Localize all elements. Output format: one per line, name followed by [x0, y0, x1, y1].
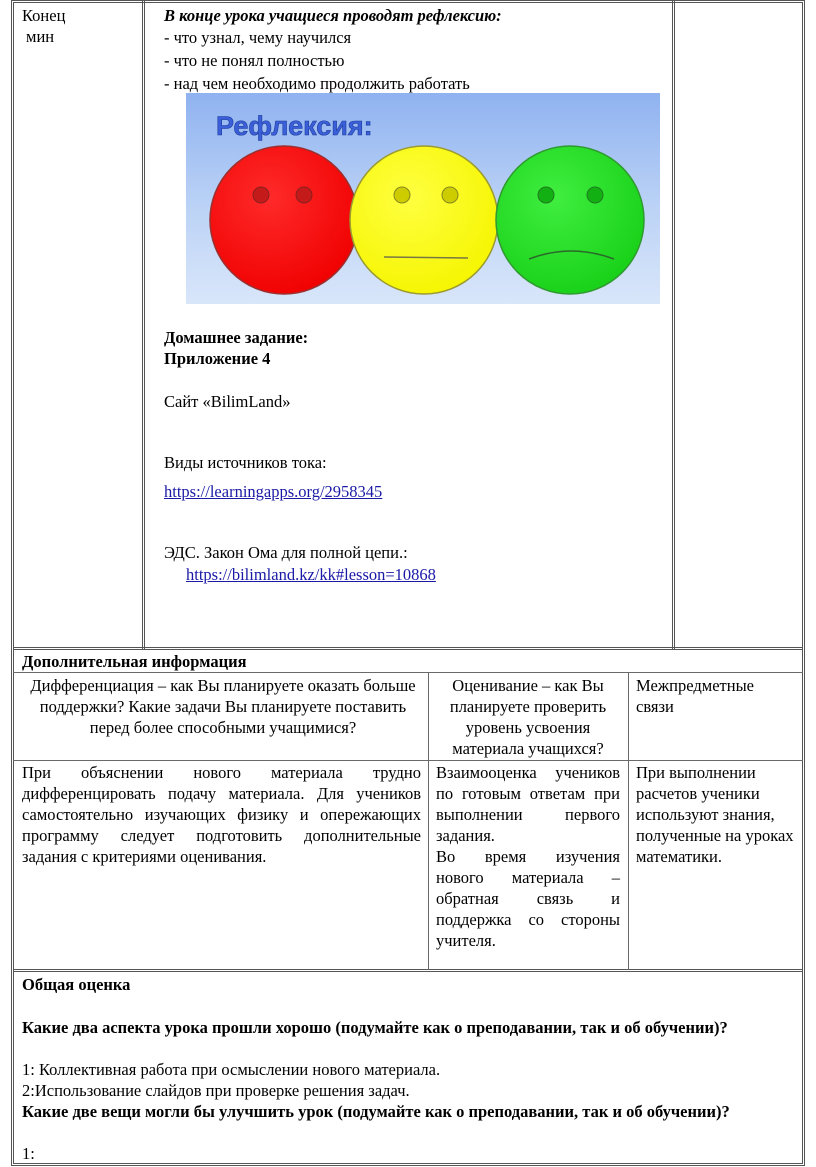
col-divider — [428, 672, 429, 970]
summary-answer: 1: Коллективная работа при осмыслении нового материала. — [22, 1060, 441, 1079]
assessment-cell — [436, 762, 620, 951]
reflection-item: - над чем необходимо продолжить работать — [164, 74, 470, 93]
summary-title: Общая оценка — [22, 975, 131, 994]
homework-title: Домашнее задание: — [164, 328, 309, 347]
slide-title: Рефлексия: — [216, 111, 373, 141]
summary-answer: 1: — [22, 1144, 35, 1163]
assessment-text: Взаимооценка учеников по готовым ответам при выполнении первого задания. — [436, 763, 620, 845]
sources-label: Виды источников тока: — [164, 453, 327, 472]
row-divider — [13, 969, 803, 972]
col-divider — [672, 0, 675, 649]
sad-face-green — [496, 146, 644, 294]
site-label: Сайт «BilimLand» — [164, 392, 291, 411]
assessment-text: Во время изучения нового материала – обратная связь и поддержка со стороны учителя. — [436, 847, 620, 950]
reflection-title: В конце урока учащиеся проводят рефлексию: — [164, 6, 502, 25]
additional-info-title: Дополнительная информация — [22, 652, 247, 671]
cross-subject-cell: При выполнении расчетов ученики используют знания, полученные на уроках математики. — [636, 763, 794, 866]
reflection-slide-svg — [186, 93, 660, 304]
learningapps-link[interactable]: https://learningapps.org/2958345 — [164, 482, 383, 501]
differentiation-cell: При объяснении нового материала трудно дифференцировать подачу материала. Для учеников самостоятельно изучающих физику и опережающих программу следует подготовить дополнительные задания с критериями оценивания. — [22, 763, 421, 866]
reflection-item: - что узнал, чему научился — [164, 28, 352, 47]
happy-face-red — [210, 146, 358, 294]
reflection-item: - что не понял полностью — [164, 51, 345, 70]
neutral-face-yellow — [350, 146, 498, 294]
assessment-header: Оценивание – как Вы планируете проверить уровень усвоения материала учащихся? — [449, 676, 607, 758]
differentiation-header: Дифференциация – как Вы планируете оказать больше поддержки? Какие задачи Вы планируете поставить перед более способными учащимися? — [30, 676, 416, 737]
reflection-slide-image — [186, 93, 660, 304]
cross-subject-header: Межпредметные связи — [636, 676, 754, 716]
row-divider — [13, 760, 803, 761]
bilimland-link[interactable]: https://bilimland.kz/kk#lesson=10868 — [186, 565, 436, 584]
row-divider — [13, 672, 803, 673]
homework-appendix: Приложение 4 — [164, 349, 271, 368]
summary-answer: 2:Использование слайдов при проверке решения задач. — [22, 1081, 410, 1100]
stage-label: Конец — [22, 6, 66, 25]
row-divider — [13, 647, 803, 650]
summary-question: Какие две вещи могли бы улучшить урок (подумайте как о преподавании, так и об обучении)? — [22, 1102, 730, 1121]
summary-question: Какие два аспекта урока прошли хорошо (подумайте как о преподавании, так и об обучении)? — [22, 1018, 728, 1037]
col-divider — [142, 0, 145, 649]
col-divider — [628, 672, 629, 970]
emf-label: ЭДС. Закон Ома для полной цепи.: — [164, 543, 408, 562]
stage-unit: мин — [26, 27, 55, 46]
